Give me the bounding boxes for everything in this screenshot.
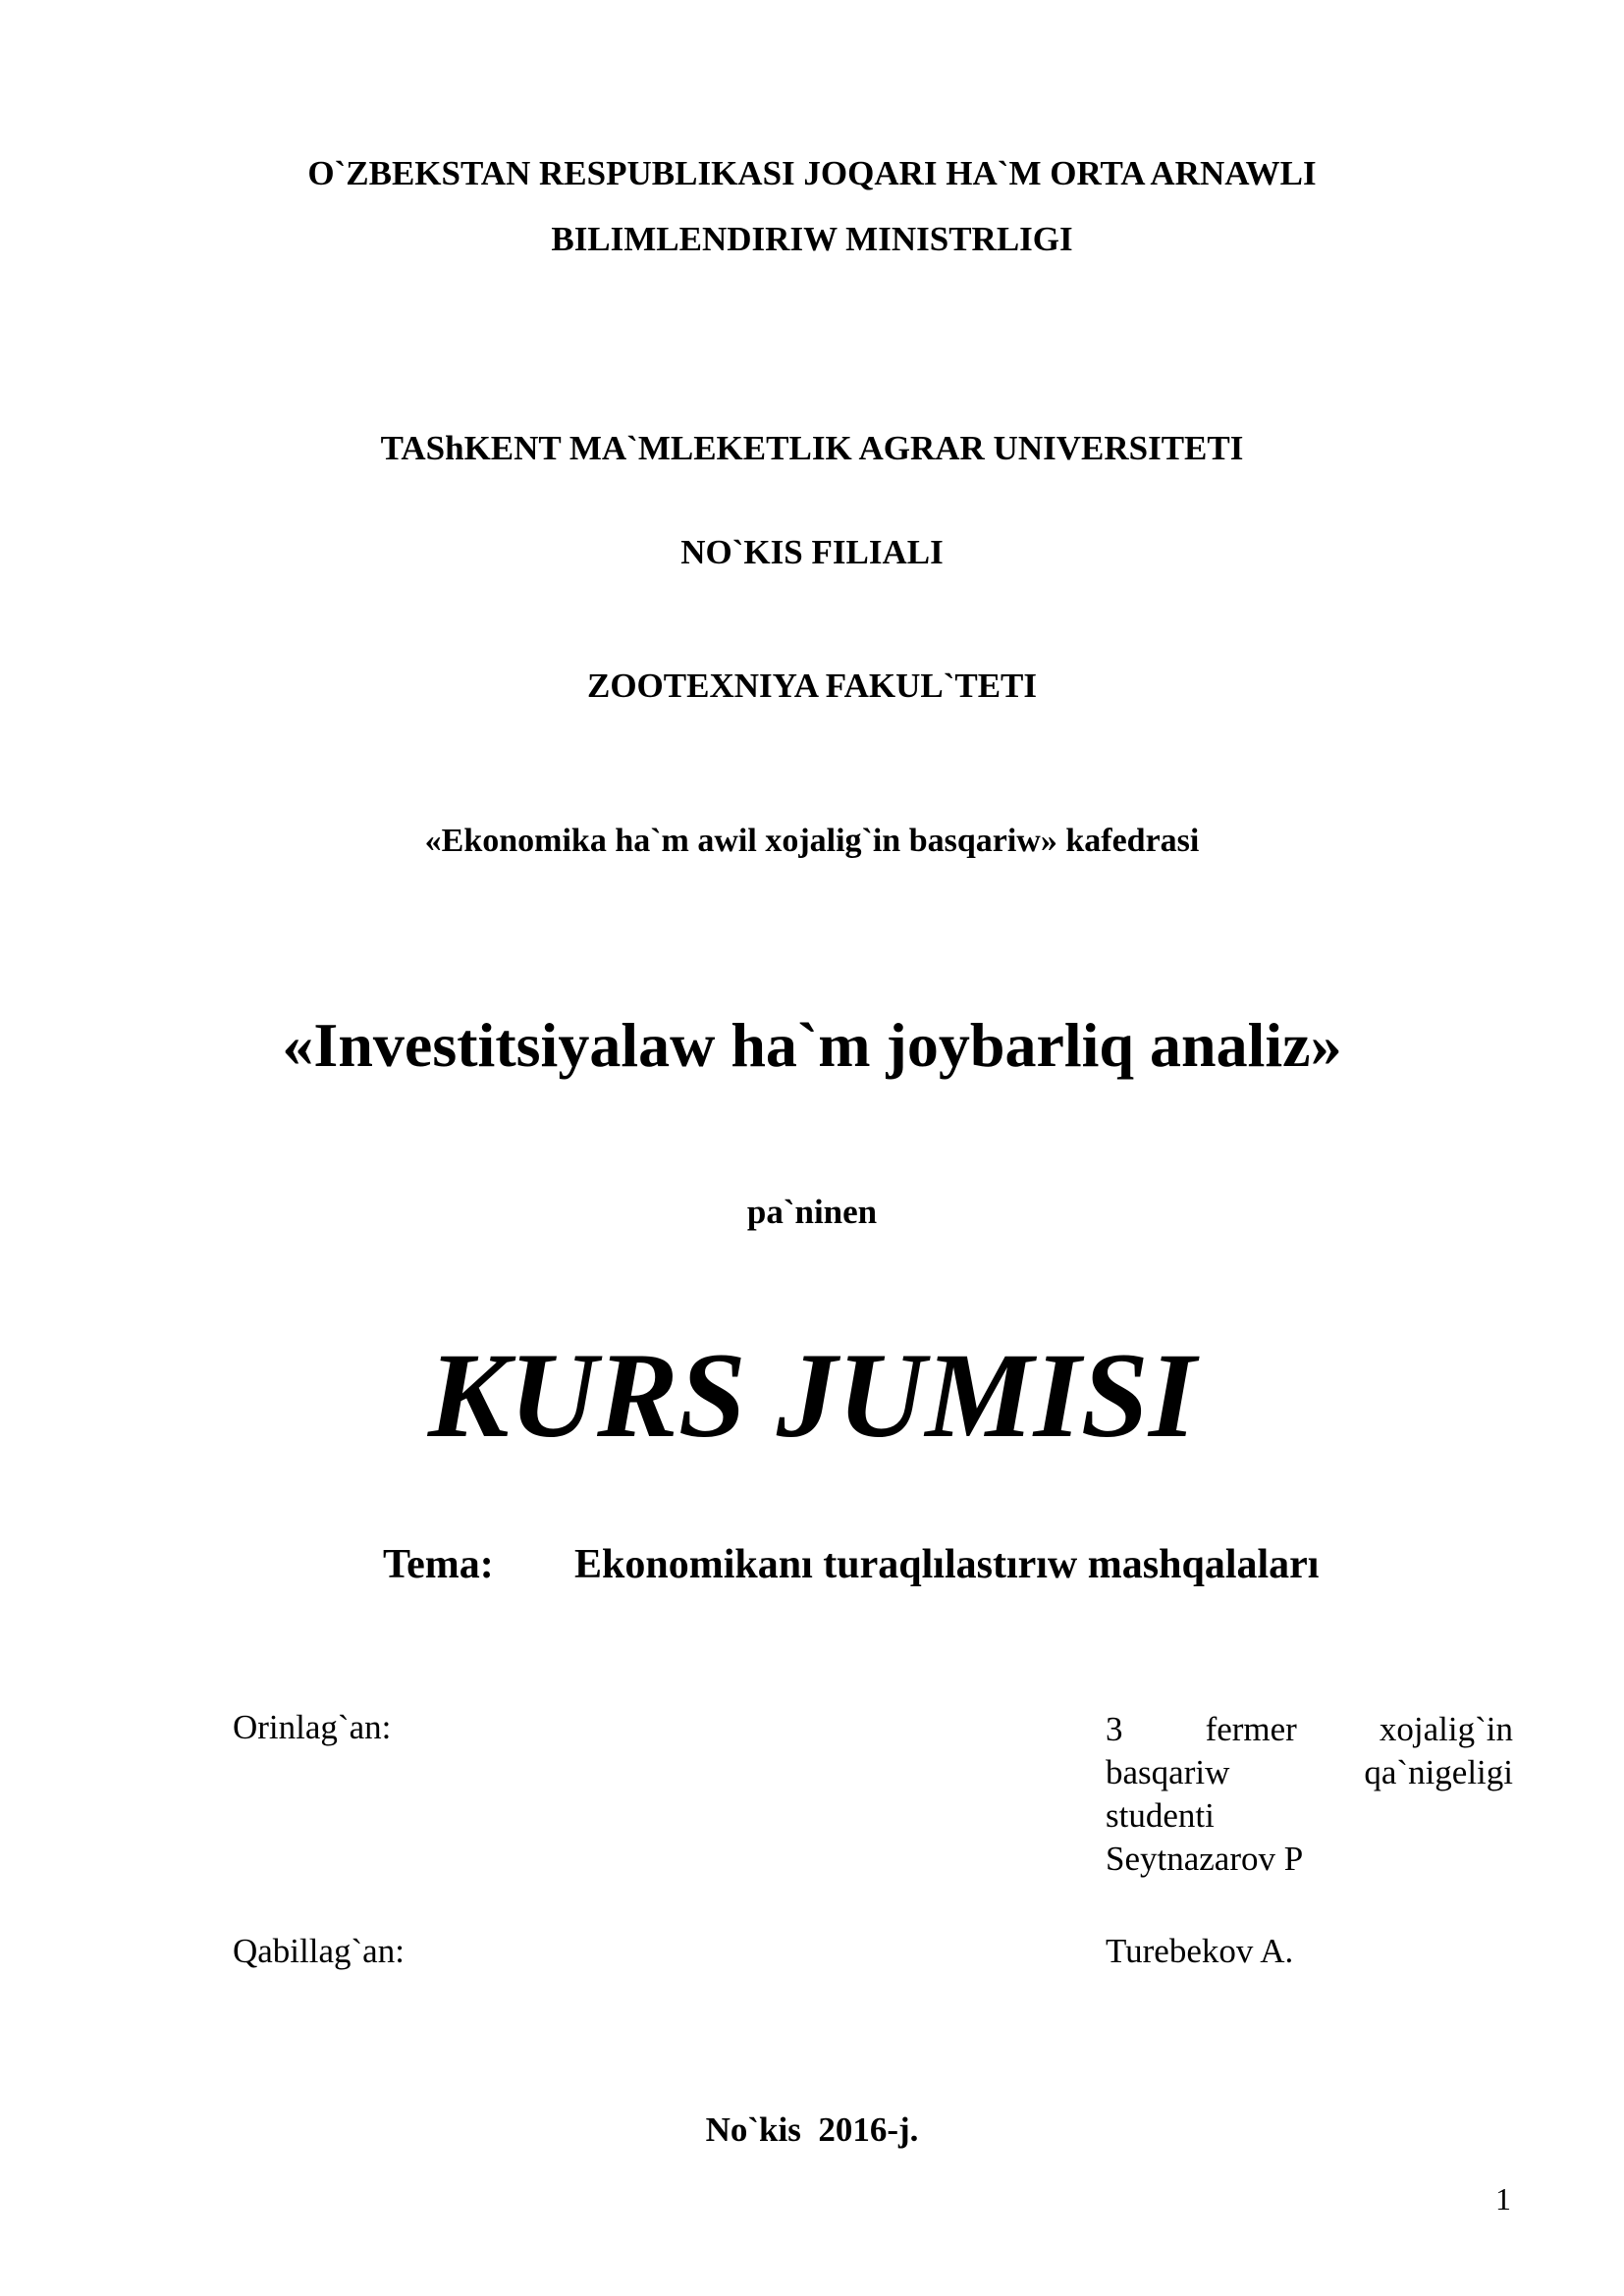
topic-label: Tema: (383, 1542, 494, 1587)
city-year: No`kis 2016-j. (705, 2110, 919, 2149)
branch-name: NO`KIS FILIALI (680, 533, 944, 571)
university-name: TAShKENT MA`MLEKETLIK AGRAR UNIVERSITETI (380, 429, 1244, 467)
work-type-title: KURS JUMISI (427, 1328, 1197, 1463)
faculty-name: ZOOTEXNIYA FAKUL`TETI (586, 667, 1038, 705)
topic-text: Ekonomikanı turaqlılastırıw mashqalaları (574, 1542, 1320, 1587)
subject-title: «Investitsiyalaw ha`m joybarliq analiz» (282, 1010, 1342, 1080)
performed-by-label: Orinlag`an: (233, 1708, 392, 1746)
performer-line1: 3 fermer xojalig`in (1106, 1710, 1513, 1748)
ministry-title-line2: BILIMLENDIRIW MINISTRLIGI (551, 220, 1073, 258)
page-number: 1 (1495, 2181, 1511, 2216)
performer-name: Seytnazarov P (1106, 1840, 1304, 1878)
accepted-by-label: Qabillag`an: (233, 1932, 405, 1970)
performer-line3: studenti (1106, 1796, 1215, 1835)
ministry-title-line1: O`ZBEKSTAN RESPUBLIKASI JOQARI HA`M ORTA ARNAWLI (307, 154, 1317, 192)
performer-block (1106, 1708, 1513, 1881)
accepter-name: Turebekov A. (1106, 1932, 1294, 1970)
subject-suffix: pa`ninen (746, 1193, 878, 1231)
department-name: «Ekonomika ha`m awil xojalig`in basqariw» kafedrasi (424, 823, 1200, 859)
performer-line2: basqariw qa`nigeligi (1106, 1753, 1513, 1791)
